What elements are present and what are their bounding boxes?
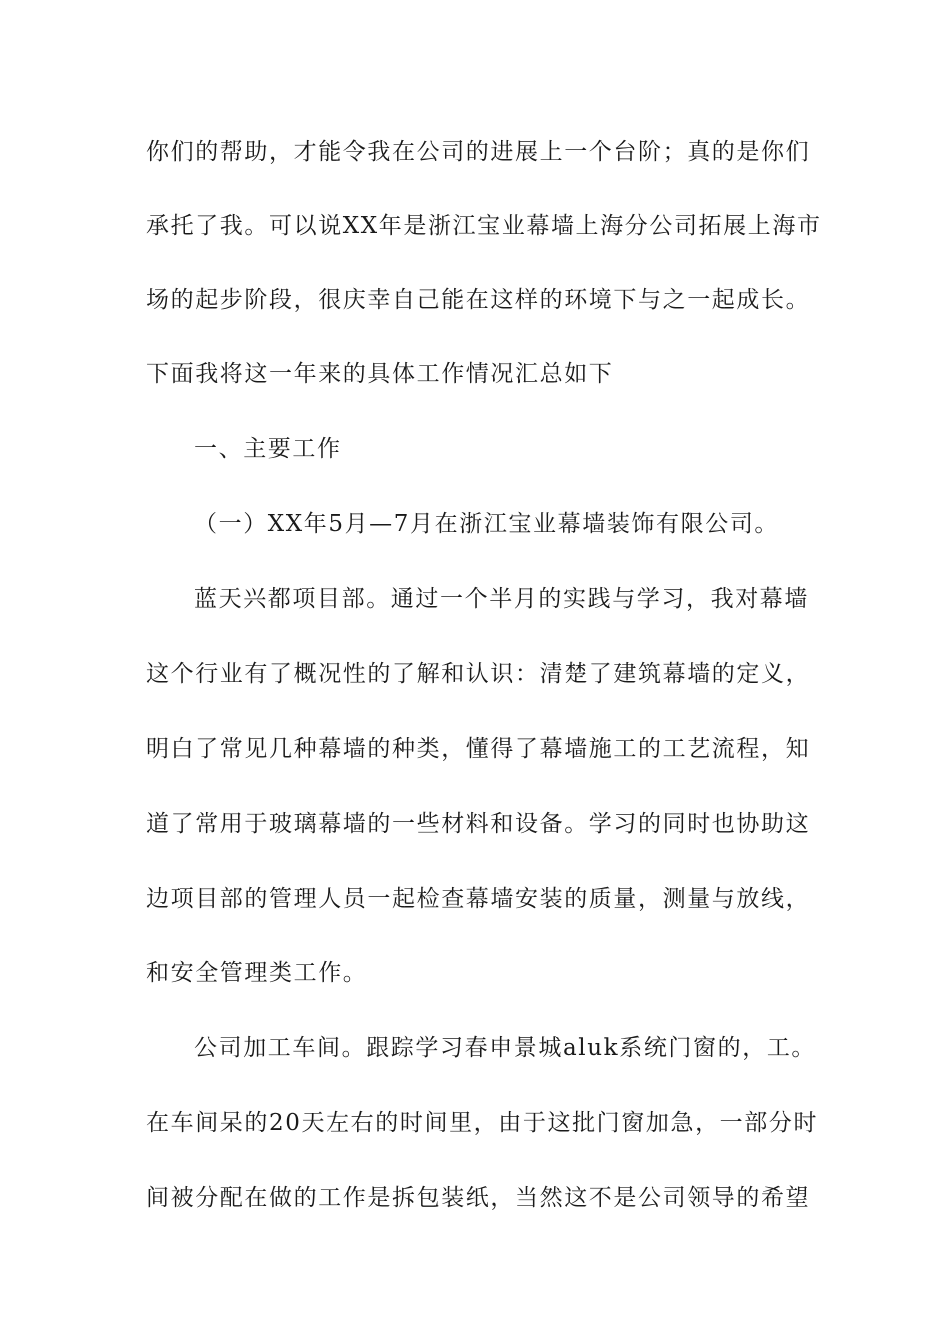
subsection-heading: （一）XX年5月—7月在浙江宝业幕墙装饰有限公司。 [194, 511, 780, 537]
body-text-line: 明白了常见几种幕墙的种类，懂得了幕墙施工的工艺流程，知 [146, 736, 811, 762]
body-text-line: 承托了我。可以说XX年是浙江宝业幕墙上海分公司拓展上海市 [146, 213, 822, 239]
body-text-line: 你们的帮助，才能令我在公司的进展上一个台阶；真的是你们 [146, 139, 811, 165]
body-text-line: 道了常用于玻璃幕墙的一些材料和设备。学习的同时也协助这 [146, 811, 811, 837]
body-text-line: 场的起步阶段，很庆幸自己能在这样的环境下与之一起成长。 [146, 287, 811, 313]
body-text-line: 和安全管理类工作。 [146, 960, 368, 986]
body-text-line: 下面我将这一年来的具体工作情况汇总如下 [146, 361, 614, 387]
paragraph-first-line: 蓝天兴都项目部。通过一个半月的实践与学习，我对幕墙 [194, 586, 809, 612]
section-heading: 一、主要工作 [194, 436, 342, 462]
body-text-line: 边项目部的管理人员一起检查幕墙安装的质量，测量与放线， [146, 886, 811, 912]
paragraph-first-line: 公司加工车间。跟踪学习春申景城aluk系统门窗的，工。 [194, 1035, 817, 1061]
body-text-line: 这个行业有了概况性的了解和认识：清楚了建筑幕墙的定义， [146, 661, 811, 687]
body-text-line: 在车间呆的20天左右的时间里，由于这批门窗加急，一部分时 [146, 1110, 819, 1136]
body-text-line: 间被分配在做的工作是拆包装纸，当然这不是公司领导的希望 [146, 1185, 811, 1211]
